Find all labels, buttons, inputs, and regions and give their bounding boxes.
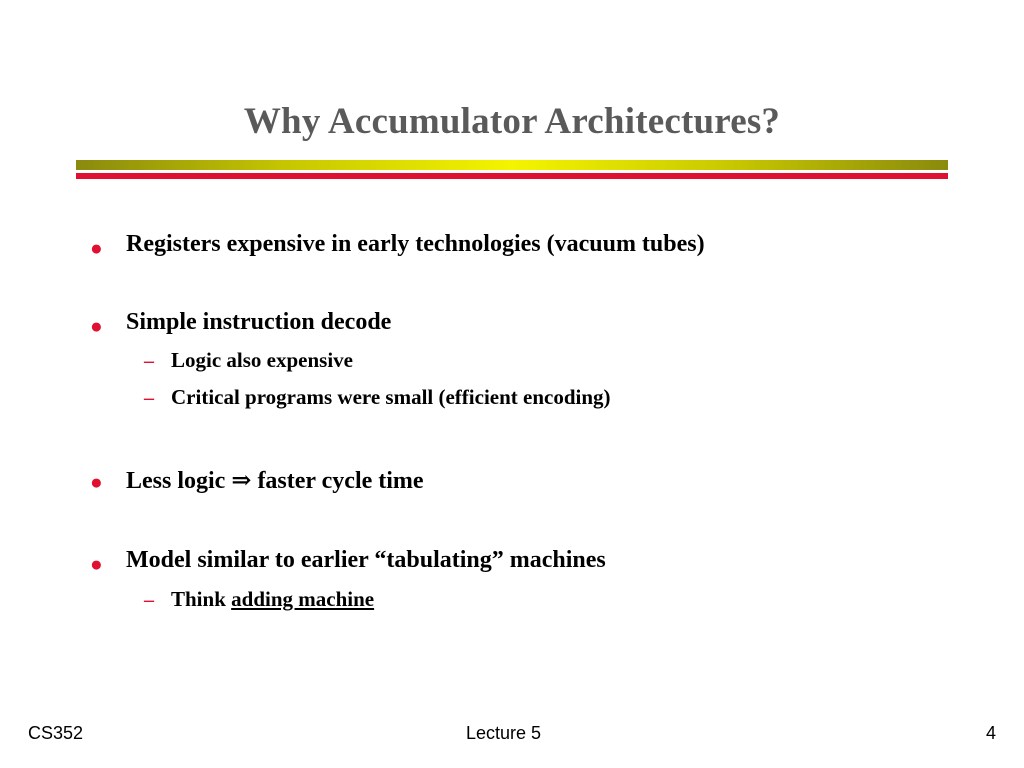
bullet-2-text: Simple instruction decode — [126, 309, 392, 335]
footer-page-number: 4 — [986, 723, 997, 743]
bullet-dot-icon: ● — [90, 314, 103, 338]
sub-bullet-dash-icon: – — [144, 589, 154, 611]
bullet-3-text — [126, 465, 424, 495]
title-rule-yellow — [76, 160, 948, 170]
implies-arrow-icon: ⇒ — [231, 468, 252, 494]
bullet-4-text: Model similar to earlier “tabulating” machines — [126, 547, 606, 573]
bullet-dot-icon: ● — [90, 236, 103, 260]
sub-bullet-dash-icon: – — [144, 387, 154, 409]
sub-bullet-dash-icon: – — [144, 350, 154, 372]
bullet-2-sub-2: Critical programs were small (efficient encoding) — [171, 385, 611, 409]
slide-title: Why Accumulator Architectures? — [243, 101, 781, 142]
footer-lecture: Lecture 5 — [466, 723, 542, 743]
adding-machine-link[interactable]: adding machine — [231, 587, 375, 611]
footer-course: CS352 — [28, 723, 84, 743]
bullet-4-sub-1 — [171, 587, 374, 612]
bullet-dot-icon: ● — [90, 470, 103, 494]
bullet-dot-icon: ● — [90, 552, 103, 576]
title-rule-red — [76, 173, 948, 179]
bullet-4-sub-prefix: Think — [171, 587, 226, 611]
bullet-1-text: Registers expensive in early technologies (vacuum tubes) — [126, 231, 705, 257]
bullet-3-text-after: faster cycle time — [257, 468, 424, 494]
bullet-3-text-before: Less logic — [126, 468, 226, 494]
bullet-2-sub-1: Logic also expensive — [171, 348, 353, 372]
